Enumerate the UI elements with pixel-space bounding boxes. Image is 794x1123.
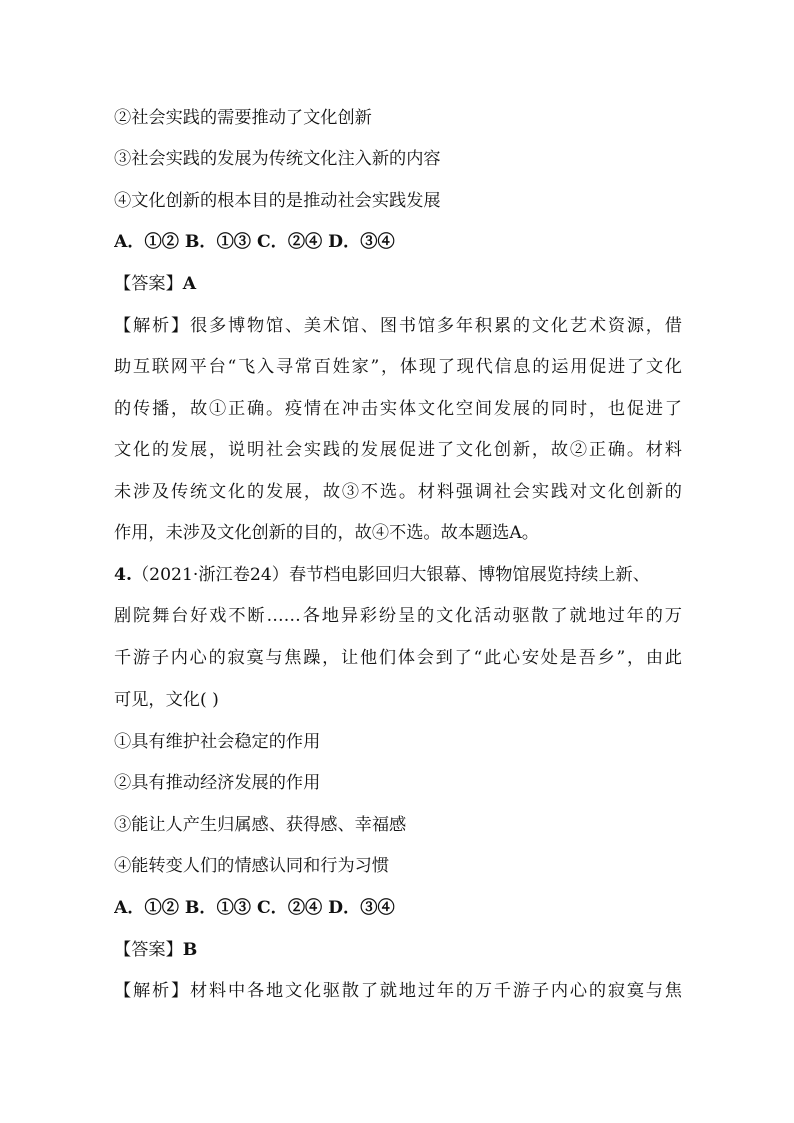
q3-analysis-line: 助互联网平台“飞入寻常百姓家”，体现了现代信息的运用促进了文化	[114, 357, 682, 377]
q4-stem-line: 剧院舞台好戏不断……各地异彩纷呈的文化活动驱散了就地过年的万	[114, 606, 682, 626]
q4-analysis-line: 【解析】材料中各地文化驱散了就地过年的万千游子内心的寂寞与焦	[114, 981, 682, 1001]
q3-answer-label: 【答案】	[114, 274, 183, 294]
q4-option-4: ④能转变人们的情感认同和行为习惯	[114, 856, 390, 876]
q4-option-2: ②具有推动经济发展的作用	[114, 773, 321, 793]
q3-analysis-line: 的传播，故①正确。疫情在冲击实体文化空间发展的同时，也促进了	[114, 399, 682, 419]
q4-stem-line: 千游子内心的寂寞与焦躁，让他们体会到了“此心安处是吾乡”，由此	[114, 648, 682, 668]
q4-number: 4.	[114, 565, 132, 585]
q4-answer-value: B	[182, 940, 198, 960]
q3-analysis-line: 【解析】很多博物馆、美术馆、图书馆多年积累的文化艺术资源，借	[114, 316, 682, 336]
q3-choices: A．①② B．①③ C．②④ D．③④	[114, 232, 395, 252]
q4-option-1: ①具有维护社会稳定的作用	[114, 732, 321, 752]
q4-stem-line: 可见，文化( )	[114, 690, 219, 710]
q4-source: （2021·浙江卷24）	[131, 565, 289, 585]
q4-answer	[114, 937, 682, 963]
q3-analysis-line: 作用，未涉及文化创新的目的，故④不选。故本题选A。	[114, 523, 539, 543]
q3-option-4: ④文化创新的根本目的是推动社会实践发展	[114, 191, 441, 211]
q3-analysis-line: 未涉及传统文化的发展，故③不选。材料强调社会实践对文化创新的	[114, 482, 682, 502]
q4-stem-first-line	[114, 562, 682, 588]
q3-analysis-line: 文化的发展，说明社会实践的发展促进了文化创新，故②正确。材料	[114, 440, 682, 460]
q4-option-3: ③能让人产生归属感、获得感、幸福感	[114, 815, 407, 835]
q3-option-2: ②社会实践的需要推动了文化创新	[114, 108, 372, 128]
q4-answer-label: 【答案】	[114, 940, 183, 960]
q4-choices: A．①② B．①③ C．②④ D．③④	[114, 898, 395, 918]
q3-answer-value: A	[182, 274, 197, 294]
q3-option-3: ③社会实践的发展为传统文化注入新的内容	[114, 149, 441, 169]
q4-stem-text: 春节档电影回归大银幕、博物馆展览持续上新、	[288, 565, 650, 585]
q3-answer	[114, 271, 682, 297]
